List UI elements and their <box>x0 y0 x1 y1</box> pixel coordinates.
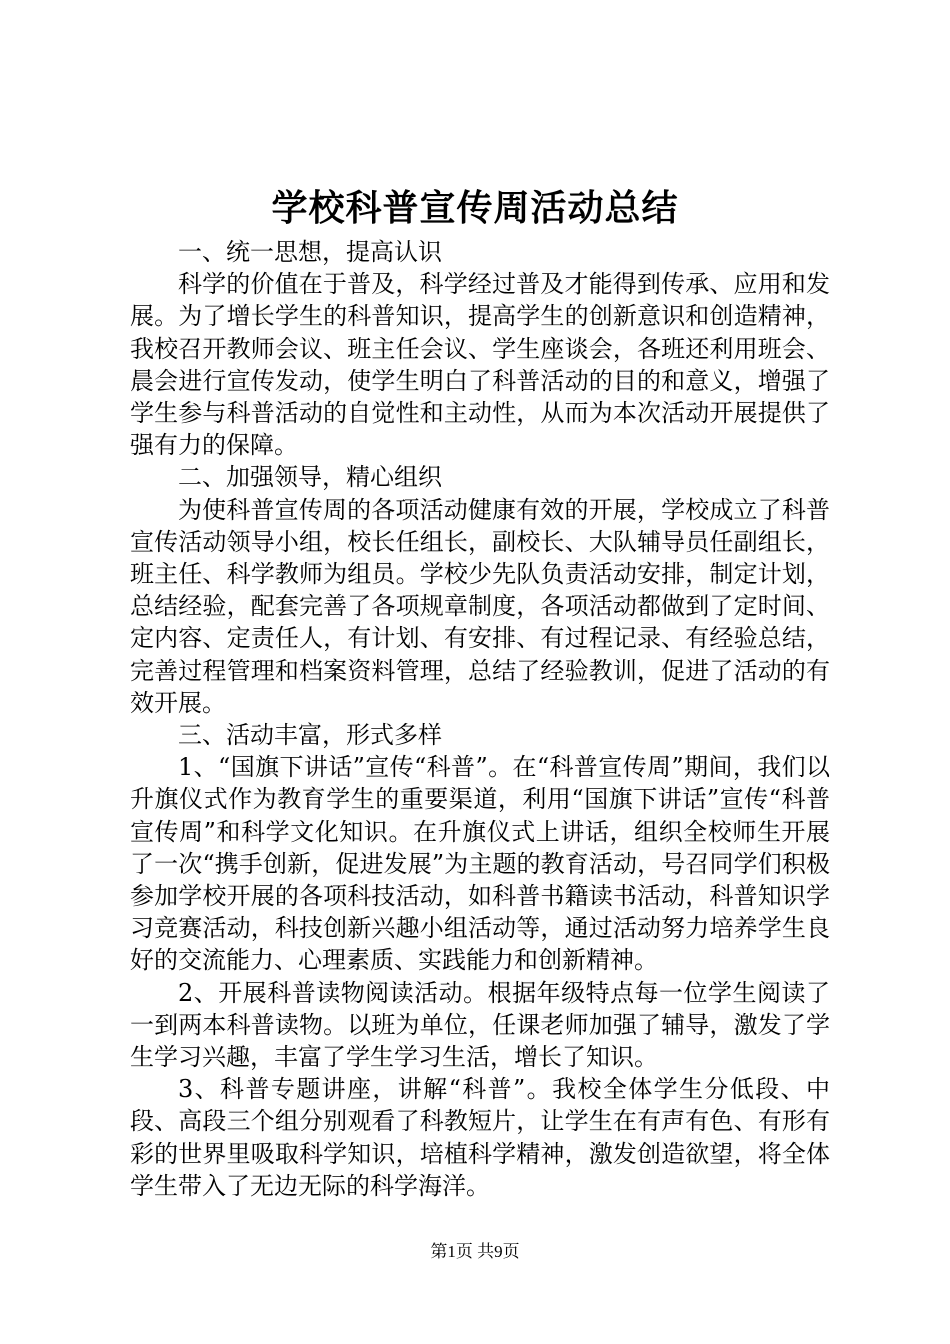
document-title: 学校科普宣传周活动总结 <box>271 187 679 229</box>
page-number-footer: 第1页 共9页 <box>430 1242 520 1261</box>
paragraph-2: 为使科普宣传周的各项活动健康有效的开展，学校成立了科普宣传活动领导小组，校长任组长，副校长、大队辅导员任副组长，班主任、科学教师为组员。学校少先队负责活动安排，制定计划，总结经验，配套完善了各项规章制度，各项活动都做到了定时间、定内容、定责任人，有计划、有安排、有过程记录、有经验总结，完善过程管理和档案资料管理，总结了经验教训，促进了活动的有效开展。 <box>130 495 830 717</box>
paragraph-1: 科学的价值在于普及，科学经过普及才能得到传承、应用和发展。为了增长学生的科普知识，提高学生的创新意识和创造精神，我校召开教师会议、班主任会议、学生座谈会，各班还利用班会、晨会进行宣传发动，使学生明白了科普活动的目的和意义，增强了学生参与科普活动的自觉性和主动性，从而为本次活动开展提供了强有力的保障。 <box>130 270 830 460</box>
paragraph-5: 3、科普专题讲座，讲解“科普”。我校全体学生分低段、中段、高段三个组分别观看了科教短片，让学生在有声有色、有形有彩的世界里吸取科学知识，培植科学精神，激发创造欲望，将全体学生带入了无边无际的科学海洋。 <box>130 1075 830 1200</box>
section-heading-1: 一、统一思想，提高认识 <box>178 238 442 266</box>
paragraph-3: 1、“国旗下讲话”宣传“科普”。在“科普宣传周”期间，我们以升旗仪式作为教育学生的重要渠道，利用“国旗下讲话”宣传“科普宣传周”和科学文化知识。在升旗仪式上讲话，组织全校师生开展了一次“携手创新，促进发展”为主题的教育活动，号召同学们积极参加学校开展的各项科技活动，如科普书籍读书活动，科普知识学习竞赛活动，科技创新兴趣小组活动等，通过活动努力培养学生良好的交流能力、心理素质、实践能力和创新精神。 <box>130 753 830 975</box>
section-heading-2: 二、加强领导，精心组织 <box>178 463 442 492</box>
paragraph-4: 2、开展科普读物阅读活动。根据年级特点每一位学生阅读了一到两本科普读物。以班为单位，任课老师加强了辅导，激发了学生学习兴趣，丰富了学生学习生活，增长了知识。 <box>130 978 830 1072</box>
document-body <box>130 236 830 1202</box>
section-heading-3: 三、活动丰富，形式多样 <box>178 721 442 750</box>
